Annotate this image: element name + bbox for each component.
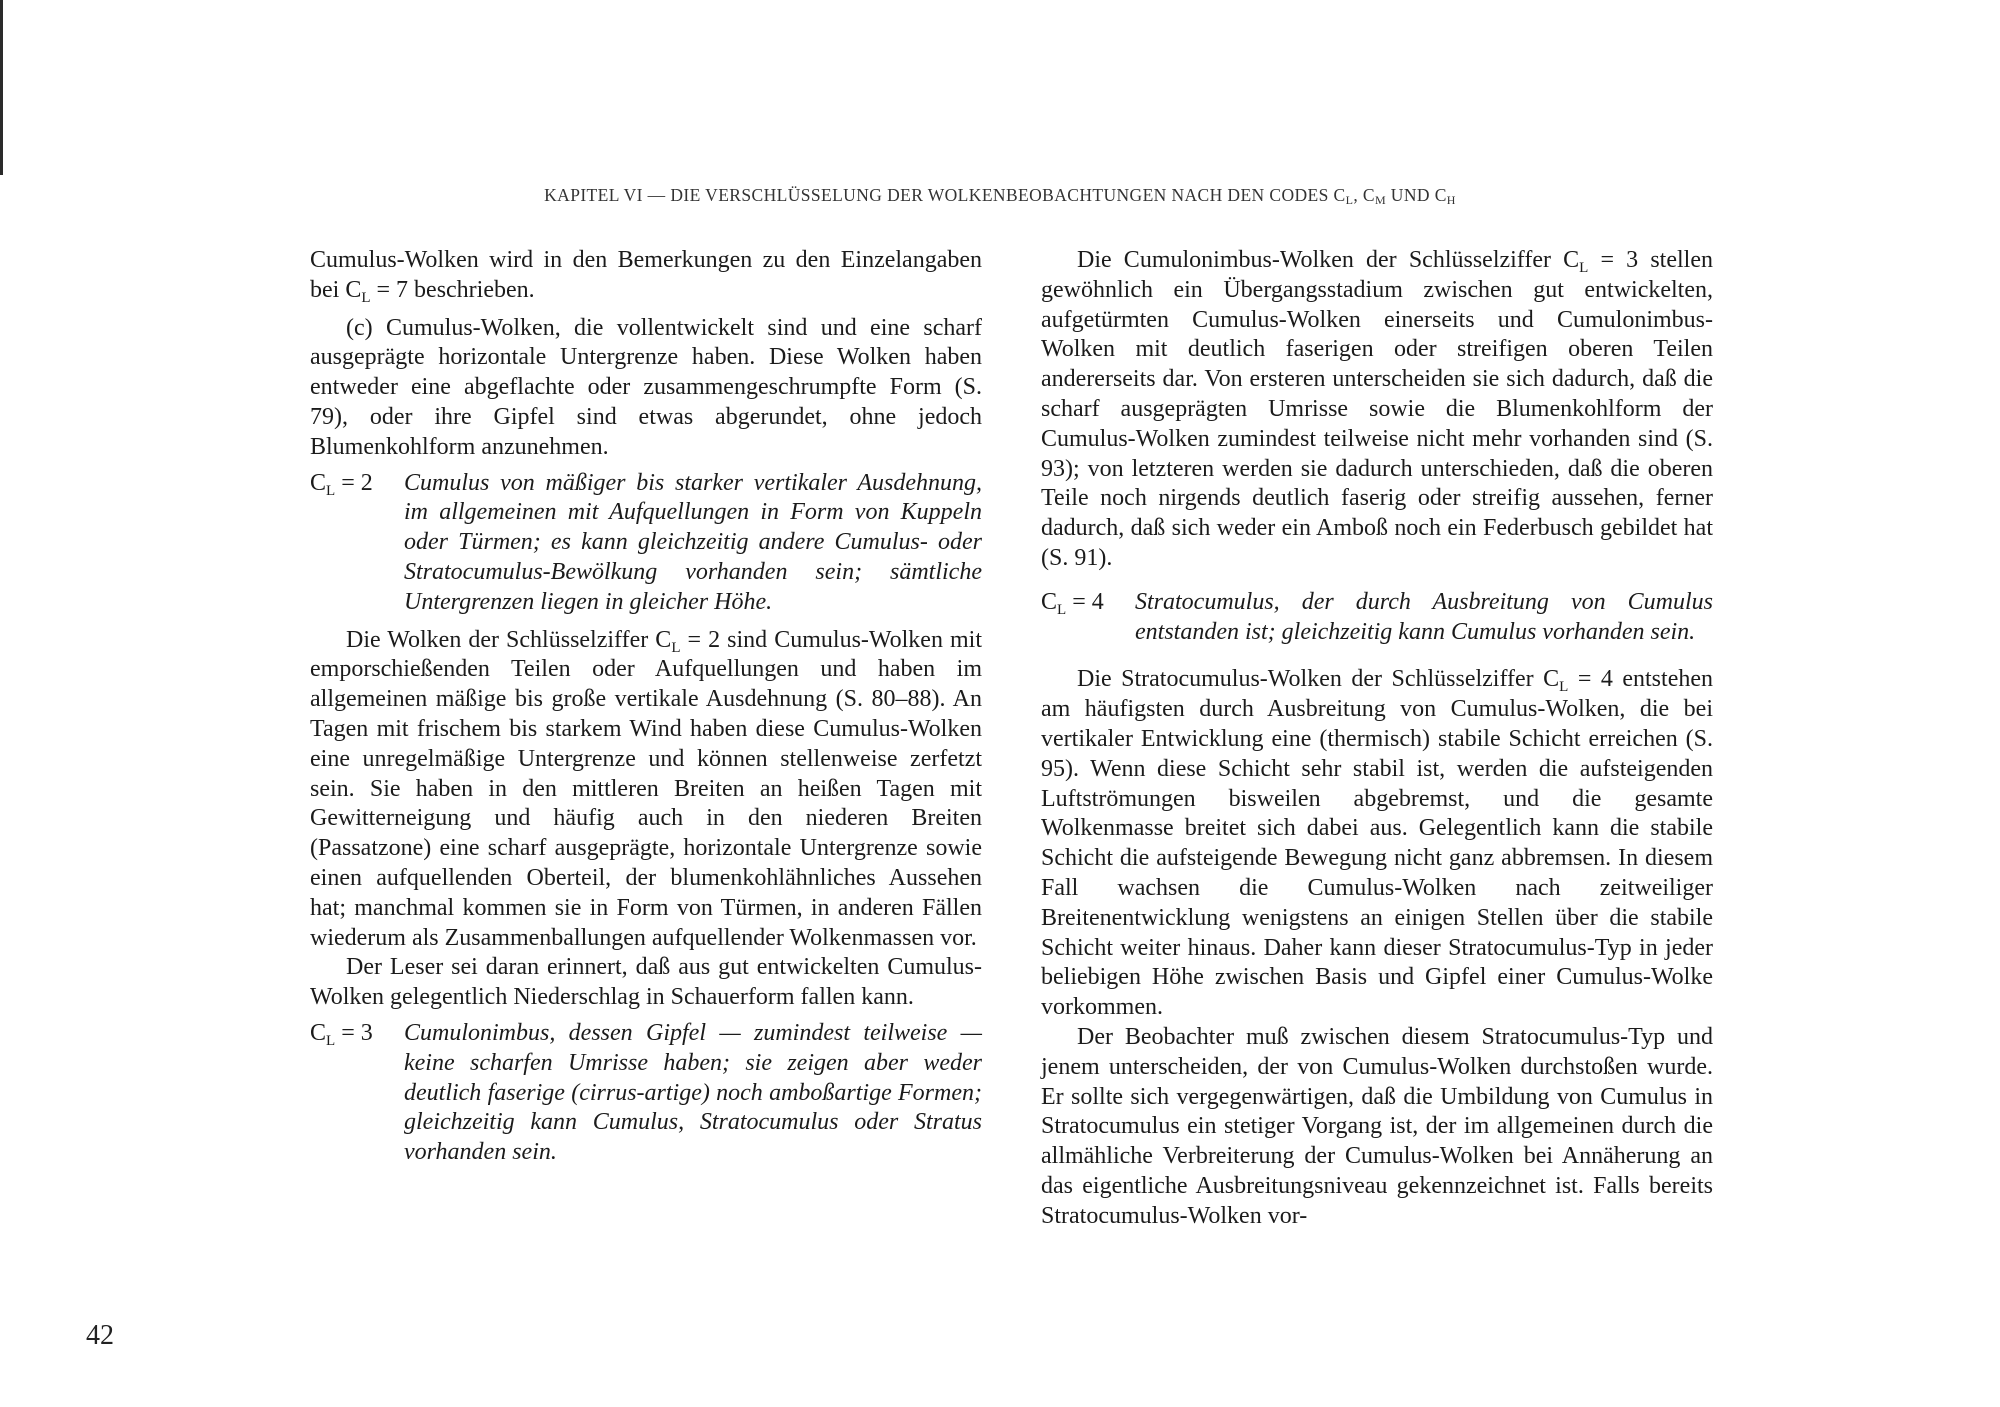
page-number: 42 [86, 1320, 114, 1351]
right-column [1041, 246, 1713, 1232]
code-label: $C_L = 3$ [310, 1019, 373, 1049]
code-description: Stratocumulus, der durch Ausbreitung von Cumulus entstanden ist; gleichzeitig kann Cumulus vorhanden sein. [1135, 588, 1713, 645]
paragraph: Der Beobachter muß zwischen diesem Stratocumulus-Typ und jenem unterscheiden, der von Cumulus-Wolken durchstoßen wurde. Er sollte sich vergegenwärtigen, daß die Umbildung von Cumulus in Stratocumulus ein stetiger Vorgang ist, der im allgemeinen durch die allmähliche Verbreiterung der Cumulus-Wolken bei Annäherung an das eigentliche Ausbreitungsniveau gekennzeichnet ist. Falls bereits Stratocumulus-Wolken vor- [1041, 1023, 1713, 1229]
page-edge [0, 0, 3, 175]
paragraph: Die Cumulonimbus-Wolken der Schlüsselziffer $C_L = 3$ stellen gewöhnlich ein Übergangsstadium zwischen gut entwickelten, aufgetürmten Cumulus-Wolken einerseits und Cumulonimbus-Wolken mit deutlich faserigen oder streifigen oberen Teilen andererseits dar. Von ersteren unterscheiden sie sich dadurch, daß die scharf ausgeprägten Umrisse sowie die Blumenkohlform der Cumulus-Wolken zumindest teilweise nicht mehr vorhanden sind (S. 93); von letzteren werden sie dadurch unterschieden, daß die oberen Teile noch nirgends deutlich faserig oder streifig aussehen, ferner dadurch, daß sich weder ein Amboß noch ein Federbusch gebildet hat (S. 91). [1041, 247, 1713, 571]
code-label: $C_L = 2$ [310, 469, 373, 499]
code-entry-cl2 [310, 469, 982, 618]
paragraph: Die Stratocumulus-Wolken der Schlüsselziffer $C_L = 4$ entstehen am häufigsten durch Ausbreitung von Cumulus-Wolken, die bei vertikaler Entwicklung eine (thermisch) stabile Schicht erreichen (S. 95). Wenn diese Schicht sehr stabil ist, werden die aufsteigenden Luftströmungen bisweilen abgebremst, und die gesamte Wolkenmasse breitet sich dabei aus. Gelegentlich kann die stabile Schicht die aufsteigende Bewegung nicht ganz abbremsen. In diesem Fall wachsen die Cumulus-Wolken nach zeitweiliger Breitenentwicklung wenigstens an einigen Stellen über die stabile Schicht weiter hinaus. Daher kann dieser Stratocumulus-Typ in jeder beliebigen Höhe zwischen Basis und Gipfel einer Cumulus-Wolke vorkommen. [1041, 666, 1713, 1021]
left-column [310, 246, 982, 1176]
paragraph: (c) Cumulus-Wolken, die vollentwickelt sind und eine scharf ausgeprägte horizontale Untergrenze haben. Diese Wolken haben entweder eine abgeflachte oder zusammengeschrumpfte Form (S. 79), oder ihre Gipfel sind etwas abgerundet, ohne jedoch Blumenkohlform anzunehmen. [310, 314, 982, 460]
paragraph: Der Leser sei daran erinnert, daß aus gut entwickelten Cumulus-Wolken gelegentlich Niederschlag in Schauerform fallen kann. [310, 954, 982, 1011]
paragraph: Die Wolken der Schlüsselziffer $C_L = 2$ sind Cumulus-Wolken mit emporschießenden Teilen oder Aufquellungen und haben im allgemeinen mäßige bis große vertikale Ausdehnung (S. 80–88). An Tagen mit frischem bis starkem Wind haben diese Cumulus-Wolken eine unregelmäßige Untergrenze und können stellenweise zerfetzt sein. Sie haben in den mittleren Breiten an heißen Tagen mit Gewitterneigung und häufig auch in den niederen Breiten (Passatzone) eine scharf ausgeprägte, horizontale Untergrenze sowie einen aufquellenden Oberteil, der blumenkohlähnliches Aussehen hat; manchmal kommen sie in Form von Türmen, in anderen Fällen wiederum als Zusammenballungen aufquellender Wolkenmassen vor. [310, 626, 983, 951]
code-entry-cl3 [310, 1019, 982, 1168]
paragraph: Cumulus-Wolken wird in den Bemerkungen zu den Einzelangaben bei $C_L = 7$ beschrieben. [310, 247, 982, 306]
running-header: KAPITEL VI — DIE VERSCHLÜSSELUNG DER WOLKENBEOBACHTUNGEN NACH DEN CODES $C_L$, $C_M$ UND $C_H$ [544, 185, 1456, 207]
code-description: Cumulonimbus, dessen Gipfel — zumindest teilweise — keine scharfen Umrisse haben; sie zeigen aber weder deutlich faserige (cirrus-artige) noch amboßartige Formen; gleichzeitig kann Cumulus, Stratocumulus oder Stratus vorhanden sein. [404, 1019, 982, 1166]
code-entry-cl4 [1041, 588, 1713, 648]
code-label: $C_L = 4$ [1041, 588, 1104, 618]
code-description: Cumulus von mäßiger bis starker vertikaler Ausdehnung, im allgemeinen mit Aufquellungen in Form von Kuppeln oder Türmen; es kann gleichzeitig andere Cumulus- oder Stratocumulus-Bewölkung vorhanden sein; sämtliche Untergrenzen liegen in gleicher Höhe. [404, 469, 982, 615]
